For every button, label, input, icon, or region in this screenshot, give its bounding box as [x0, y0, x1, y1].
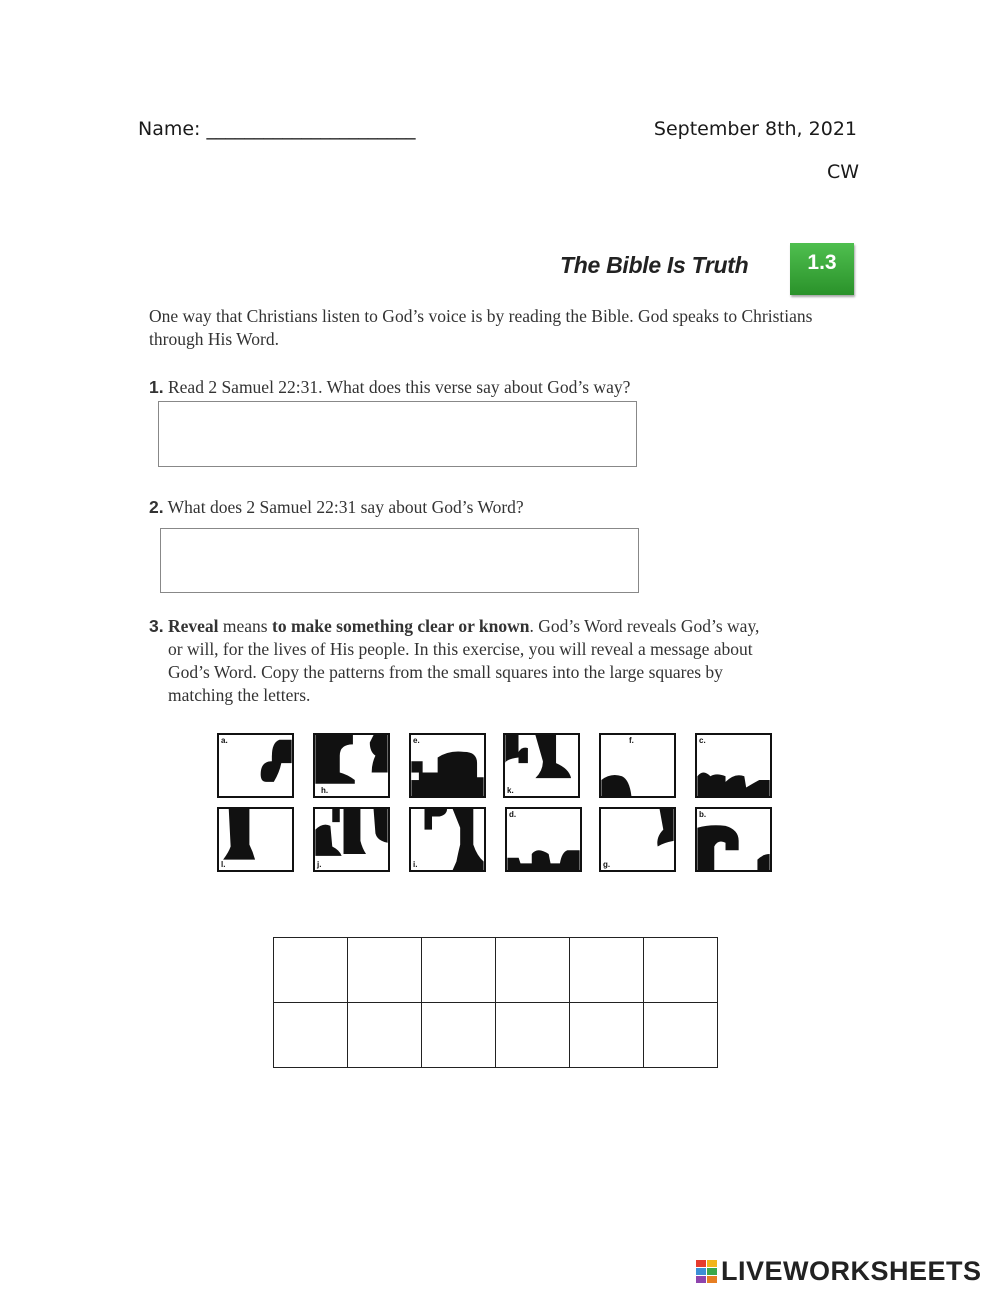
grid-cell[interactable] [348, 938, 422, 1003]
piece-label: d. [509, 810, 517, 819]
puzzle-piece-a [217, 733, 294, 798]
classwork-tag: CW [826, 161, 859, 183]
lesson-number-badge [790, 243, 854, 295]
piece-label: c. [699, 736, 706, 745]
answer-box-1[interactable] [158, 401, 637, 467]
piece-a-pattern [219, 735, 292, 796]
piece-k-pattern [505, 735, 578, 796]
grid-row [274, 938, 718, 1003]
grid-cell[interactable] [644, 1003, 718, 1068]
logo-text: LIVEWORKSHEETS [721, 1256, 982, 1286]
name-field-label: Name: ______________________ [138, 118, 416, 140]
answer-box-2[interactable] [160, 528, 639, 593]
date-text: September 8th, 2021 [653, 118, 857, 140]
piece-j-pattern [315, 809, 388, 870]
grid-cell[interactable] [422, 1003, 496, 1068]
puzzle-piece-j [313, 807, 390, 872]
puzzle-piece-g [599, 807, 676, 872]
piece-label: i. [413, 860, 418, 869]
piece-label: b. [699, 810, 707, 819]
question-1-number: 1. [149, 377, 164, 397]
question-3-plain-1: means [218, 616, 272, 636]
puzzle-piece-e [409, 733, 486, 798]
piece-c-pattern [697, 735, 770, 796]
puzzle-piece-c [695, 733, 772, 798]
piece-d-pattern [507, 809, 580, 870]
badge-label: 1.3 [807, 251, 837, 274]
puzzle-piece-d [505, 807, 582, 872]
grid-row [274, 1003, 718, 1068]
piece-label: h. [321, 786, 329, 795]
puzzle-piece-k [503, 733, 580, 798]
piece-g-pattern [601, 809, 674, 870]
grid-cell[interactable] [274, 1003, 348, 1068]
piece-l-pattern [219, 809, 292, 870]
reveal-definition: to make something clear or known [272, 616, 530, 636]
question-3-plain-2: . God’s Word reveals God’s way, [529, 616, 760, 636]
piece-i-pattern [411, 809, 484, 870]
grid-cell[interactable] [274, 938, 348, 1003]
grid-cell[interactable] [496, 1003, 570, 1068]
grid-cell[interactable] [496, 938, 570, 1003]
question-3 [149, 615, 839, 707]
puzzle-piece-i [409, 807, 486, 872]
answer-grid [273, 937, 718, 1068]
reveal-term: Reveal [163, 616, 219, 636]
puzzle-piece-h [313, 733, 390, 798]
question-3-line-1 [149, 615, 839, 638]
piece-label: f. [629, 736, 634, 745]
grid-cell[interactable] [422, 938, 496, 1003]
question-2-text: What does 2 Samuel 22:31 say about God’s Word? [163, 497, 524, 517]
piece-label: g. [603, 860, 611, 869]
question-2 [149, 496, 524, 519]
question-1 [149, 376, 630, 399]
question-3-line-2: or will, for the lives of His people. In this exercise, you will reveal a message about [168, 639, 753, 659]
piece-b-pattern [697, 809, 770, 870]
lesson-title: The Bible Is Truth [560, 252, 749, 278]
question-1-text: Read 2 Samuel 22:31. What does this verse say about God’s way? [163, 377, 631, 397]
liveworksheets-logo[interactable] [696, 1256, 982, 1287]
puzzle-piece-b [695, 807, 772, 872]
piece-label: e. [413, 736, 420, 745]
grid-cell[interactable] [644, 938, 718, 1003]
puzzle-piece-f [599, 733, 676, 798]
grid-cell[interactable] [570, 1003, 644, 1068]
question-2-number: 2. [149, 497, 164, 517]
piece-label: k. [507, 786, 514, 795]
grid-cell[interactable] [348, 1003, 422, 1068]
piece-e-pattern [411, 735, 484, 796]
intro-paragraph: One way that Christians listen to God’s voice is by reading the Bible. God speaks to Christians through His Word. [149, 306, 813, 349]
logo-mark-icon [696, 1260, 718, 1284]
question-3-line-3: God’s Word. Copy the patterns from the small squares into the large squares by [168, 662, 723, 682]
piece-label: l. [221, 860, 226, 869]
question-3-number: 3. [149, 616, 164, 636]
puzzle-piece-l [217, 807, 294, 872]
question-3-line-4: matching the letters. [168, 685, 311, 705]
piece-label: a. [221, 736, 228, 745]
grid-cell[interactable] [570, 938, 644, 1003]
piece-label: j. [317, 860, 322, 869]
piece-f-pattern [601, 735, 674, 796]
